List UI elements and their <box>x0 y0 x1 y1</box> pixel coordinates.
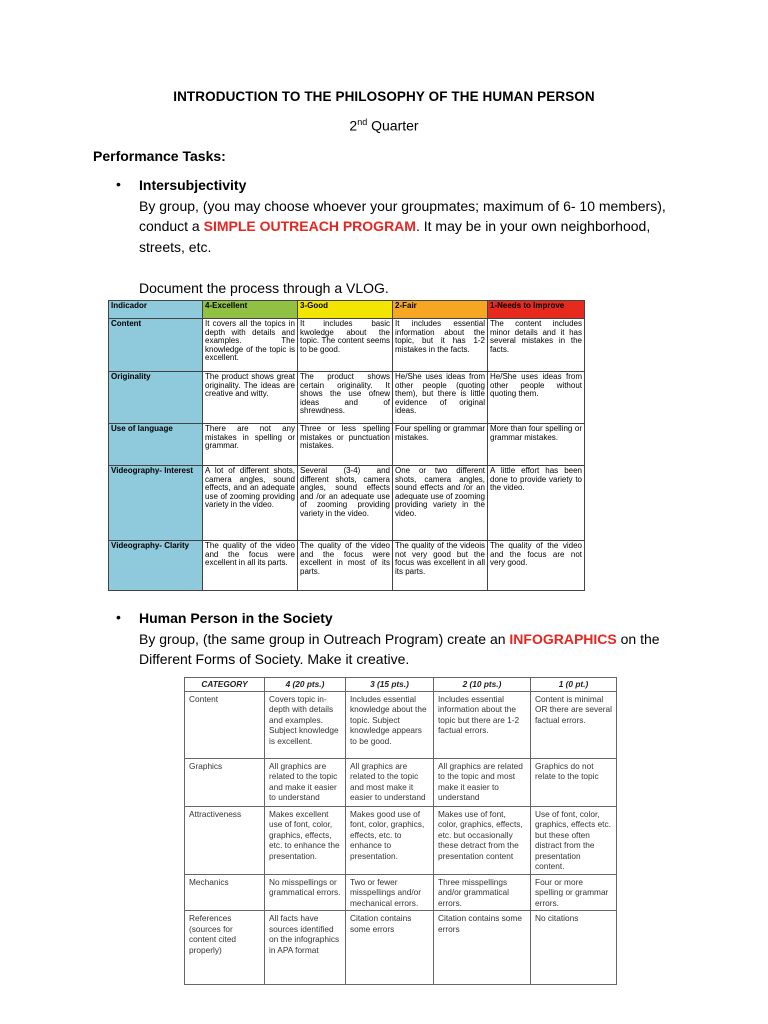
table-cell: All graphics are related to the topic and most make it easier to understand <box>346 758 434 806</box>
table-row <box>109 466 585 541</box>
table-cell: The product shows certain originality. It shows the use ofnew ideas and of shrewdness. <box>298 372 393 424</box>
row-indicator: Videography- Clarity <box>109 541 203 591</box>
vlog-rubric-header-row <box>109 301 585 319</box>
table-cell: The content includes minor details and it has several mistakes in the facts. <box>488 319 585 372</box>
table-cell: All graphics are related to the topic and make it easier to understand <box>265 758 346 806</box>
table-cell: Use of font, color, graphics, effects etc. but these often distract from the presentation content. <box>531 806 617 874</box>
outreach-program-highlight: SIMPLE OUTREACH PROGRAM <box>203 218 416 234</box>
table-cell: Four spelling or grammar mistakes. <box>393 424 488 466</box>
table-cell: Graphics do not relate to the topic <box>531 758 617 806</box>
row-category: Attractiveness <box>185 806 265 874</box>
header-excellent: 4-Excellent <box>203 301 298 319</box>
task1-line1: By group, (you may choose whoever your groupmates; maximum of 6- 10 members), <box>139 197 666 214</box>
table-cell: Three or less spelling mistakes or punctuation mistakes. <box>298 424 393 466</box>
table-cell: Includes essential knowledge about the topic. Subject knowledge appears to be good. <box>346 691 434 758</box>
task2-line1 <box>139 629 660 650</box>
task1-line2-post: . It may be in your own neighborhood, <box>415 218 651 234</box>
quarter-suffix: nd <box>357 117 368 127</box>
table-row <box>185 806 617 874</box>
table-cell: It includes essential information about the topic, but it has 1-2 mistakes in the facts. <box>393 319 488 372</box>
table-cell: There are not any mistakes in spelling or grammar. <box>203 424 298 466</box>
table-cell: Content is minimal OR there are several factual errors. <box>531 691 617 758</box>
table-cell: The quality of the video and the focus are not very good. <box>488 541 585 591</box>
row-category: Content <box>185 691 265 758</box>
table-cell: All graphics are related to the topic and most make it easier to understand <box>434 758 531 806</box>
header-needs-improve: 1-Needs to Improve <box>488 301 585 319</box>
header-15pts: 3 (15 pts.) <box>346 678 434 692</box>
task2-line2: Different Forms of Society. Make it creative. <box>139 651 410 667</box>
header-10pts: 2 (10 pts.) <box>434 678 531 692</box>
row-category: References (sources for content cited properly) <box>185 911 265 985</box>
row-indicator: Content <box>109 319 203 372</box>
table-cell: No citations <box>531 911 617 985</box>
table-cell: All facts have sources identified on the infographics in APA format <box>265 911 346 985</box>
header-indicator: Indicador <box>109 301 203 319</box>
header-0pt: 1 (0 pt.) <box>531 678 617 692</box>
table-cell: Covers topic in-depth with details and examples. Subject knowledge is excellent. <box>265 691 346 758</box>
task1-block <box>139 175 666 298</box>
header-fair: 2-Fair <box>393 301 488 319</box>
table-cell: Two or fewer misspellings and/or mechanical errors. <box>346 874 434 911</box>
table-cell: Three misspellings and/or grammatical errors. <box>434 874 531 911</box>
table-cell: It includes basic kwoledge about the topic. The content seems to be good. <box>298 319 393 372</box>
table-cell: Four or more spelling or grammar errors. <box>531 874 617 911</box>
row-category: Graphics <box>185 758 265 806</box>
table-row <box>109 319 585 372</box>
table-cell: Includes essential information about the topic but there are 1-2 factual errors. <box>434 691 531 758</box>
quarter-word: Quarter <box>371 117 419 134</box>
header-20pts: 4 (20 pts.) <box>265 678 346 692</box>
table-cell: He/She uses ideas from other people (quoting them), but there is little evidence of original ideas. <box>393 372 488 424</box>
task2-line1-post: on the <box>616 630 660 647</box>
task2-block <box>139 608 660 670</box>
row-indicator: Use of language <box>109 424 203 466</box>
task1-name: Intersubjectivity <box>139 177 247 193</box>
table-cell: Citation contains some errors <box>434 911 531 985</box>
table-row <box>185 911 617 985</box>
infographics-rubric-table <box>184 677 617 985</box>
table-row <box>109 541 585 591</box>
table-cell: No misspellings or grammatical errors. <box>265 874 346 911</box>
task1-line2 <box>139 216 666 237</box>
table-cell: Makes use of font, color, graphics, effects, etc. but occasionally these detract from the presentation content <box>434 806 531 874</box>
row-indicator: Videography- Interest <box>109 466 203 541</box>
quarter-label <box>0 117 768 134</box>
infographics-highlight: INFOGRAPHICS <box>509 630 617 647</box>
bullet-icon: • <box>116 609 121 625</box>
quarter-number: 2 <box>349 117 358 134</box>
table-cell: More than four spelling or grammar mistakes. <box>488 424 585 466</box>
table-cell: Makes excellent use of font, color, graphics, effects, etc. to enhance the presentation. <box>265 806 346 874</box>
bullet-icon: • <box>116 176 121 192</box>
table-cell: Makes good use of font, color, graphics, effects, etc. to enhance to presentation. <box>346 806 434 874</box>
row-category: Mechanics <box>185 874 265 911</box>
row-indicator: Originality <box>109 372 203 424</box>
performance-tasks-heading: Performance Tasks: <box>93 148 226 164</box>
table-cell: A little effort has been done to provide variety to the video. <box>488 466 585 541</box>
task2-name: Human Person in the Society <box>139 610 333 626</box>
table-cell: One or two different shots, camera angles, sound effects and /or an adequate use of zooming providing variety in the video. <box>393 466 488 541</box>
table-cell: The quality of the videois not very good but the focus was excellent in all its parts. <box>393 541 488 591</box>
document-title: INTRODUCTION TO THE PHILOSOPHY OF THE HUMAN PERSON <box>173 89 595 104</box>
task1-line2-pre: conduct a <box>139 218 204 234</box>
table-row <box>185 691 617 758</box>
table-cell: Citation contains some errors <box>346 911 434 985</box>
table-row <box>109 424 585 466</box>
header-good: 3-Good <box>298 301 393 319</box>
table-row <box>185 874 617 911</box>
table-cell: The quality of the video and the focus were excellent in most of its parts. <box>298 541 393 591</box>
table-row <box>185 758 617 806</box>
table-cell: Several (3-4) and different shots, camera angles, sound effects and /or an adequate use of zooming providing variety in the video. <box>298 466 393 541</box>
task2-line1-pre: By group, (the same group in Outreach Program) create an <box>139 630 510 647</box>
infographics-rubric-header-row <box>185 678 617 692</box>
table-cell: He/She uses ideas from other people without quoting them. <box>488 372 585 424</box>
task1-line3: streets, etc. <box>139 238 212 255</box>
table-cell: A lot of different shots, camera angles, sound effects, and an adequate use of zooming providing variety in the video. <box>203 466 298 541</box>
header-category: CATEGORY <box>185 678 265 692</box>
table-cell: The product shows great originality. The ideas are creative and witty. <box>203 372 298 424</box>
task1-document-line: Document the process through a VLOG. <box>139 279 389 296</box>
table-row <box>109 372 585 424</box>
table-cell: The quality of the video and the focus were excellent in all its parts. <box>203 541 298 591</box>
vlog-rubric-table <box>108 300 585 591</box>
table-cell: It covers all the topics in depth with details and examples. The knowledge of the topic is excellent. <box>203 319 298 372</box>
